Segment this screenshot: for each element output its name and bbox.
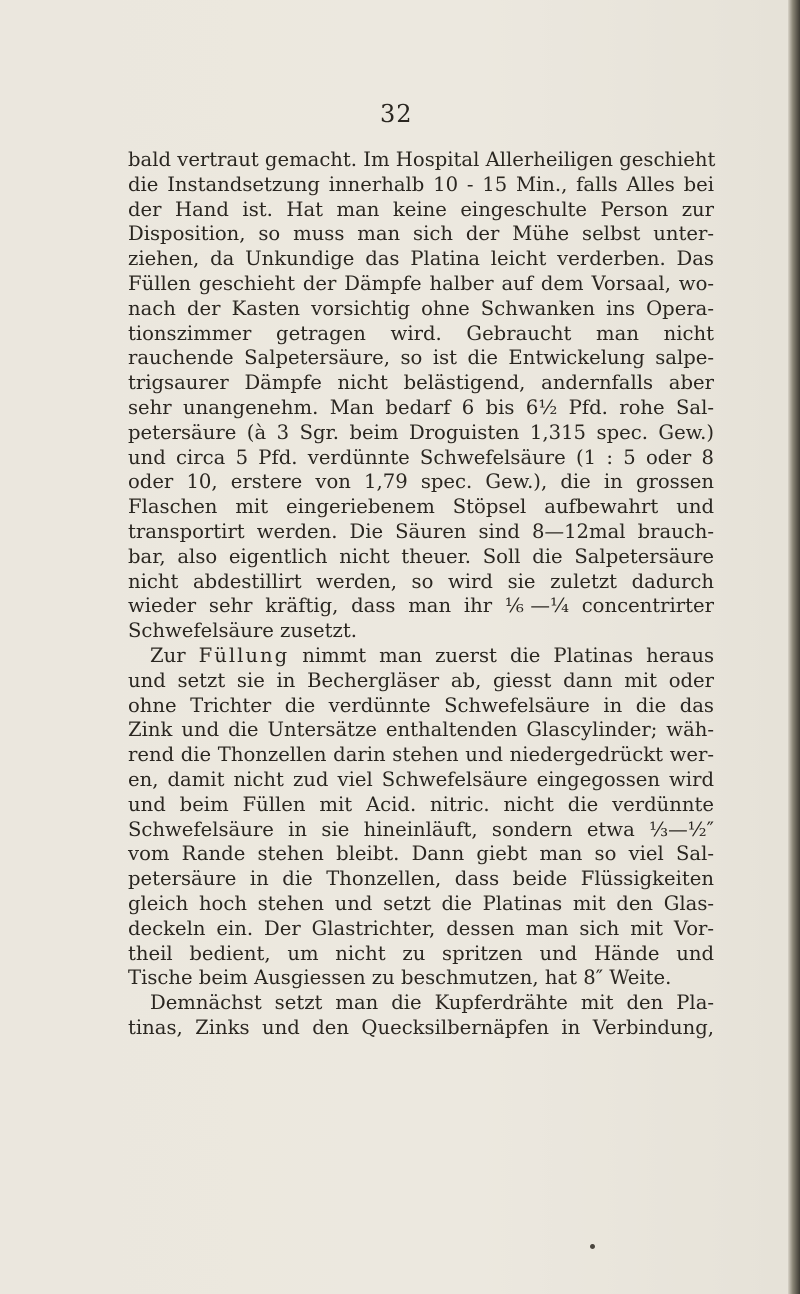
- body-text: [128, 148, 714, 1041]
- page-number: 32: [380, 100, 413, 128]
- paragraph-prefix: Zur: [150, 643, 186, 667]
- text-line: Tische beim Ausgiessen zu beschmutzen, hat 8″ Weite.: [128, 966, 672, 990]
- text-line: wieder sehr kräftig, dass man ihr ⅙—¼ concentrirter: [128, 594, 714, 618]
- text-line: und setzt sie in Bechergläser ab, giesst dann mit oder: [128, 668, 714, 692]
- text-line: vom Rande stehen bleibt. Dann giebt man so viel Sal-: [128, 842, 714, 866]
- text-line: und circa 5 Pfd. verdünnte Schwefelsäure (1 : 5 oder 8: [128, 445, 714, 469]
- text-line: oder 10, erstere von 1,79 spec. Gew.), die in grossen: [128, 470, 714, 494]
- text-line: Demnächst setzt man die Kupferdrähte mit den Pla-: [150, 991, 714, 1015]
- text-line: Disposition, so muss man sich der Mühe selbst unter-: [128, 222, 714, 246]
- emphasized-term: Füllung: [198, 643, 290, 667]
- text-line: trigsaurer Dämpfe nicht belästigend, andernfalls aber: [128, 371, 714, 395]
- text-line: theil bedient, um nicht zu spritzen und Hände und: [128, 941, 714, 965]
- text-line: und beim Füllen mit Acid. nitric. nicht die verdünnte: [128, 792, 714, 816]
- text-line: Schwefelsäure in sie hineinläuft, sondern etwa ⅓—½″: [128, 817, 714, 841]
- text-line: deckeln ein. Der Glastrichter, dessen man sich mit Vor-: [128, 916, 714, 940]
- text-line: nach der Kasten vorsichtig ohne Schwanken ins Opera-: [128, 296, 714, 320]
- paragraph-start-line: [128, 644, 714, 669]
- text-line: ziehen, da Unkundige das Platina leicht verderben. Das: [128, 247, 714, 271]
- paragraph-start-rest: nimmt man zuerst die Platinas heraus: [302, 643, 715, 667]
- text-line: Schwefelsäure zusetzt.: [128, 619, 357, 643]
- text-line: petersäure (à 3 Sgr. beim Droguisten 1,315 spec. Gew.): [128, 420, 714, 444]
- text-line: sehr unangenehm. Man bedarf 6 bis 6½ Pfd. rohe Sal-: [128, 395, 714, 419]
- text-line: petersäure in die Thonzellen, dass beide Flüssigkeiten: [128, 867, 714, 891]
- text-line: rauchende Salpetersäure, so ist die Entwickelung salpe-: [128, 346, 714, 370]
- text-line: gleich hoch stehen und setzt die Platinas mit den Glas-: [128, 891, 714, 915]
- text-line: tionszimmer getragen wird. Gebraucht man nicht: [128, 321, 714, 345]
- ink-speck: [590, 1244, 595, 1249]
- page-edge-shadow: [788, 0, 800, 1294]
- text-line: bald vertraut gemacht. Im Hospital Allerheiligen geschieht: [128, 148, 716, 171]
- text-line: en, damit nicht zud viel Schwefelsäure eingegossen wird: [128, 767, 714, 791]
- text-line: bar, also eigentlich nicht theuer. Soll die Salpetersäure: [128, 544, 714, 568]
- text-line: tinas, Zinks und den Quecksilbernäpfen in Verbindung,: [128, 1015, 714, 1039]
- text-line: Zink und die Untersätze enthaltenden Glascylinder; wäh-: [128, 718, 714, 742]
- text-line: transportirt werden. Die Säuren sind 8—12mal brauch-: [128, 519, 714, 543]
- text-line: ohne Trichter die verdünnte Schwefelsäure in die das: [128, 693, 714, 717]
- text-line: nicht abdestillirt werden, so wird sie zuletzt dadurch: [128, 569, 714, 593]
- text-line: Füllen geschieht der Dämpfe halber auf dem Vorsaal, wo-: [128, 271, 714, 295]
- text-line: Flaschen mit eingeriebenem Stöpsel aufbewahrt und: [128, 495, 714, 519]
- text-line: die Instandsetzung innerhalb 10 - 15 Min., falls Alles bei: [128, 172, 714, 196]
- text-line: der Hand ist. Hat man keine eingeschulte Person zur: [128, 197, 714, 221]
- text-line: rend die Thonzellen darin stehen und niedergedrückt wer-: [128, 743, 714, 767]
